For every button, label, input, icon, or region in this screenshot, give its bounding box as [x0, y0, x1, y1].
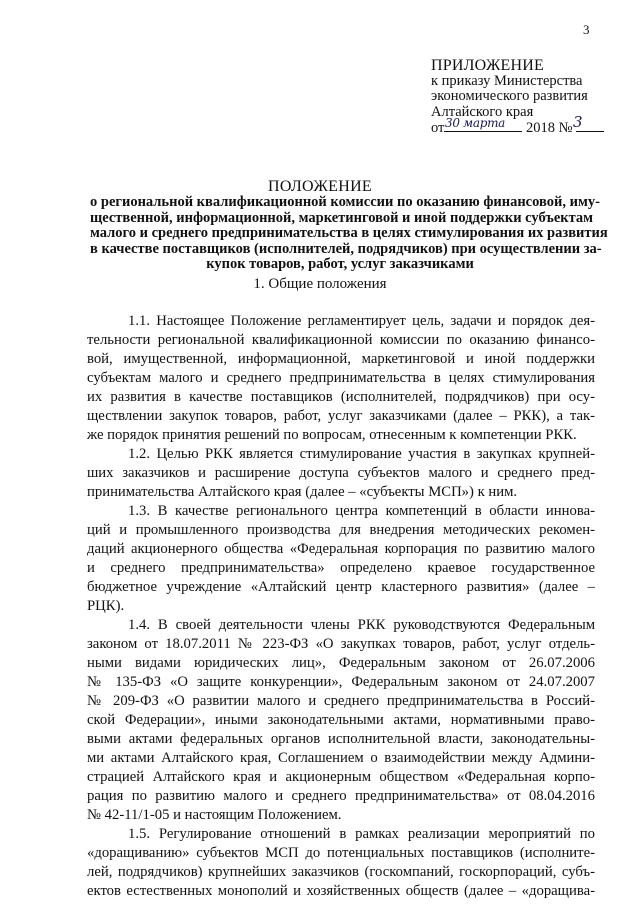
body-line: рация по развитию малого и среднего предпринимательства» от 08.04.2016 [87, 788, 595, 804]
document-body [87, 312, 595, 901]
date-prefix: от [431, 120, 445, 136]
body-line: ными видами юридических лиц», Федеральным законом от 26.07.2006 [87, 655, 595, 671]
body-line: 1.5. Регулирование отношений в рамках реализации мероприятий по [128, 826, 595, 842]
subtitle-line: о региональной квалификационной комиссии по оказанию финансовой, иму- [90, 194, 600, 210]
body-line: тельности региональной квалификационной комиссии по оказанию финансо- [87, 332, 595, 348]
body-line: 1.4. В своей деятельности члены РКК руководствуются Федеральным [128, 617, 595, 633]
body-line: законом от 18.07.2011 № 223-ФЗ «О закупках товаров, работ, услуг отдель- [87, 636, 595, 652]
appendix-title: ПРИЛОЖЕНИЕ [431, 57, 545, 74]
body-line: выми актами федеральных органов исполнительной власти, законодательны- [87, 731, 595, 747]
body-line: принимательства Алтайского края (далее – «субъекты МСП») к ним. [87, 484, 518, 500]
body-line: «доращиванию» субъектов МСП до потенциальных поставщиков (исполните- [87, 845, 595, 861]
date-year: 2018 № [526, 120, 573, 136]
body-line: же порядок принятия решений по вопросам, отнесенным к компетенции РКК. [87, 427, 577, 443]
page-number: 3 [583, 22, 590, 37]
body-line: ектов естественных монополий и хозяйственных обществ (далее – «доращива- [87, 883, 595, 899]
body-line: субъектам малого и среднего предпринимательства в целях стимулирования [87, 370, 595, 386]
body-line: лей, подрядчиков) крупнейших заказчиков (госкомпаний, госкорпораций, субъ- [87, 864, 595, 880]
appendix-line-1: к приказу Министерства [431, 72, 583, 89]
body-line: РЦК). [87, 598, 125, 614]
appendix-line-3: Алтайского края [431, 103, 534, 120]
body-line: их развития в качестве поставщиков (исполнителей, подрядчиков) при осу- [87, 389, 595, 405]
subtitle-line: купок товаров, работ, услуг заказчиками [206, 256, 474, 272]
body-line: ших заказчиков и расширение доступа субъектов малого и среднего пред- [87, 465, 595, 481]
appendix-block [431, 58, 631, 137]
body-line: даций акционерного общества «Федеральная корпорация по развитию малого [87, 541, 595, 557]
document-subtitle [90, 194, 608, 273]
body-line: ществлении закупок товаров, работ, услуг заказчиками (далее – РКК), а так- [87, 408, 595, 424]
body-line: ской Федерации», иными законодательными актами, нормативными право- [87, 712, 595, 728]
body-line: 1.1. Настоящее Положение регламентирует цель, задачи и порядок дея- [128, 313, 595, 329]
body-line: страцией Алтайского края и акционерным обществом «Федеральная корпо- [87, 769, 595, 785]
body-line: вой, имущественной, информационной, маркетинговой и иной поддержки [87, 351, 595, 367]
handwritten-number: 3 [573, 113, 583, 131]
body-line: ми актами Алтайского края, Соглашением о взаимодействии между Админи- [87, 750, 595, 766]
body-line: 1.3. В качестве регионального центра компетенций в области иннова- [128, 503, 595, 519]
body-line: бюджетное учреждение «Алтайский центр кластерного развития» (далее – [87, 579, 595, 595]
body-line: 1.2. Целью РКК является стимулирование участия в закупках крупней- [128, 446, 595, 462]
handwritten-date: 30 марта [445, 116, 506, 130]
body-line: и среднего предпринимательства» определено краевое государственное [87, 560, 595, 576]
document-title: ПОЛОЖЕНИЕ [267, 178, 372, 195]
appendix-line-2: экономического развития [431, 88, 588, 104]
body-line: № 42-11/1-05 и настоящим Положением. [87, 807, 342, 823]
section-title: 1. Общие положения [253, 276, 387, 292]
subtitle-line: щественной, информационной, маркетинговой и иной поддержки субъектам [90, 209, 594, 226]
body-line: № 209-ФЗ «О развитии малого и среднего предпринимательства в Россий- [87, 693, 595, 709]
body-line: № 135-ФЗ «О защите конкуренции», Федеральным законом от 24.07.2007 [87, 674, 595, 690]
subtitle-line: в качестве поставщиков (исполнителей, подрядчиков) при осуществлении за- [90, 240, 602, 257]
subtitle-line: малого и среднего предпринимательства в целях стимулирования их развития [90, 225, 608, 241]
appendix-date-line [431, 113, 631, 137]
body-line: ций и промышленного производства для внедрения методических рекомен- [87, 522, 595, 538]
